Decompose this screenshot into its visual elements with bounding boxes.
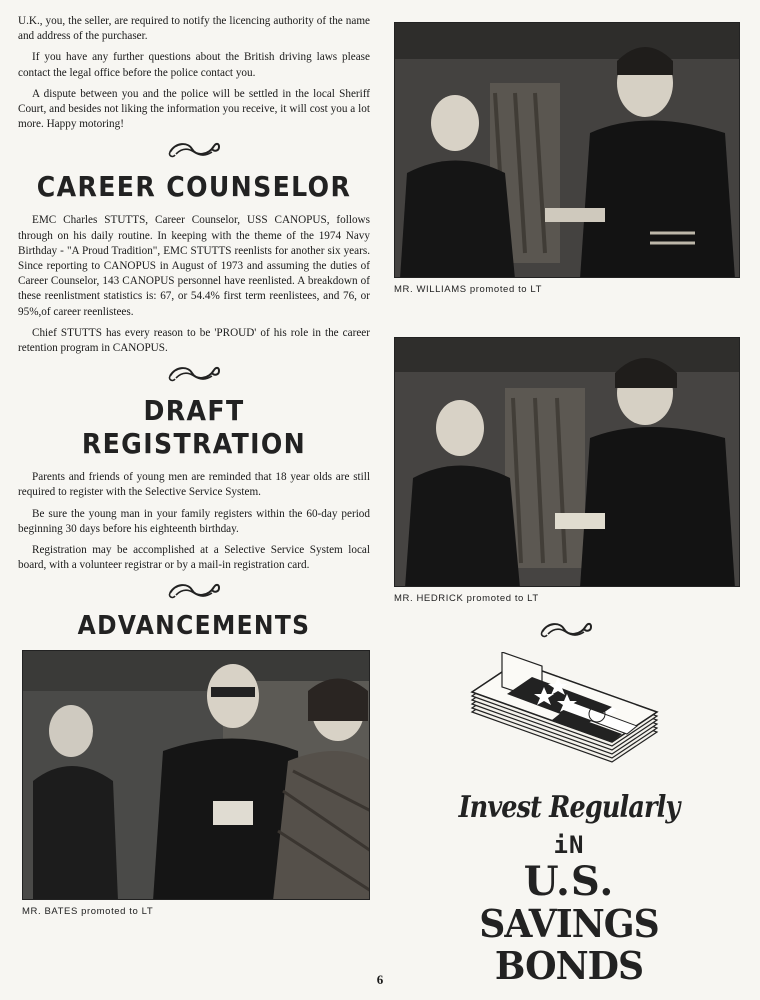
career-counselor-heading: CAREER COUNSELOR: [36, 170, 352, 204]
career-paragraph-2: Chief STUTTS has every reason to be 'PROUD' of his role in the career retention program in CANOPUS.: [18, 326, 370, 355]
left-column: [18, 14, 370, 651]
bonds-in-text: iN: [553, 831, 585, 859]
money-stack-flag-icon: [462, 652, 662, 772]
intro-paragraph-1: U.K., you, the seller, are required to notify the licencing authority of the name and address of the purchaser.: [18, 15, 370, 43]
flourish-divider-icon: [166, 138, 222, 160]
flourish-divider-icon: [166, 579, 222, 601]
hedrick-caption: MR. HEDRICK promoted to LT: [394, 593, 539, 604]
bates-caption: MR. BATES promoted to LT: [22, 906, 154, 917]
intro-paragraph-3: A dispute between you and the police will be settled in the local Sheriff Court, and besides not liking the information you receive, it will cost you a lot more. Happy motoring!: [18, 87, 370, 131]
draft-paragraph-3: Registration may be accomplished at a Selective Service System local board, with a volunteer registrar or by a mail-in registration card.: [18, 544, 370, 572]
bonds-invest-text: Invest Regularly: [458, 790, 680, 825]
bonds-us-text: U.S.: [523, 858, 615, 905]
williams-promotion-photo: [394, 22, 740, 278]
flourish-divider-icon: [166, 362, 222, 384]
draft-registration-heading: DRAFT REGISTRATION: [81, 394, 307, 461]
flourish-divider-icon: [538, 618, 594, 640]
williams-caption: MR. WILLIAMS promoted to LT: [394, 284, 543, 295]
advancements-heading: ADVANCEMENTS: [77, 611, 311, 642]
hedrick-promotion-photo: [394, 337, 740, 587]
intro-paragraph-2: If you have any further questions about the British driving laws please contact the legal office before the police contact you.: [18, 51, 370, 79]
draft-paragraph-1: Parents and friends of young men are reminded that 18 year olds are still required to register with the Selective Service System.: [18, 471, 370, 499]
page-number: 6: [376, 972, 384, 987]
bates-promotion-photo: [22, 650, 370, 900]
right-column: [394, 22, 744, 987]
draft-paragraph-2: Be sure the young man in your family registers within the 60-day period beginning 30 days before his eighteenth birthday.: [18, 507, 370, 535]
bonds-savings-text: SAVINGS BONDS: [479, 901, 659, 988]
career-paragraph-1: EMC Charles STUTTS, Career Counselor, USS CANOPUS, follows through on his daily routine. In keeping with the theme of the 1974 Navy Birthday - "A Proud Tradition", EMC STUTTS reenlists for another six years. Since reporting to CANOPUS in August of 1973 and assuming the duties of Career Counselor, 143 CANOPUS personnel have reenlisted. A breakdown of these reenlistment statistics is: 67, or 54.4% first term reenlistees, and 76, or 95%,of career reenlistees.: [18, 214, 370, 318]
